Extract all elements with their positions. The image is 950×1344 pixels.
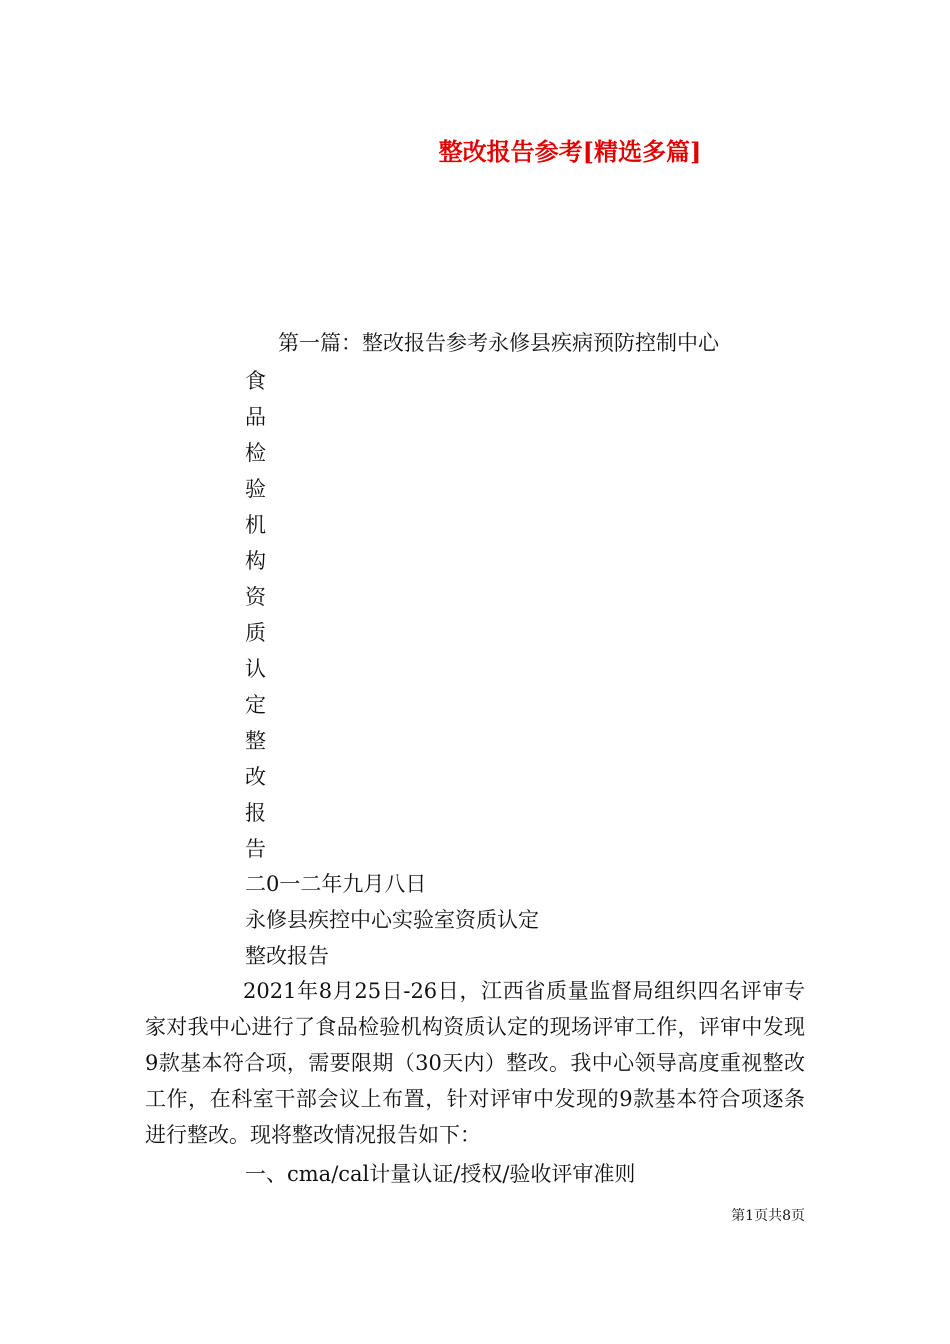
date-line: 二0一二年九月八日 xyxy=(245,872,427,896)
vertical-char: 检 xyxy=(245,441,266,465)
vertical-char: 质 xyxy=(245,621,266,645)
vertical-char: 验 xyxy=(245,477,266,501)
vertical-char: 认 xyxy=(245,657,266,681)
report-line: 整改报告 xyxy=(245,944,329,968)
vertical-char: 整 xyxy=(245,729,266,753)
section-heading: 第一篇：整改报告参考永修县疾病预防控制中心 xyxy=(278,331,719,355)
vertical-char: 告 xyxy=(245,837,266,861)
page-number: 第1页共8页 xyxy=(731,1208,805,1224)
vertical-char: 资 xyxy=(245,585,266,609)
vertical-char: 品 xyxy=(245,405,266,429)
vertical-char: 食 xyxy=(245,369,266,393)
vertical-char: 定 xyxy=(245,693,266,717)
vertical-title-block xyxy=(245,363,285,867)
sub-heading: 一、cma/cal计量认证/授权/验收评审准则 xyxy=(245,1162,636,1186)
vertical-char: 改 xyxy=(245,765,266,789)
vertical-char: 报 xyxy=(245,801,266,825)
org-line: 永修县疾控中心实验室资质认定 xyxy=(245,908,539,932)
vertical-char: 构 xyxy=(245,549,266,573)
document-title: 整改报告参考[精选多篇] xyxy=(438,137,702,166)
body-paragraph: 2021年8月25日-26日，江西省质量监督局组织四名评审专家对我中心进行了食品检验机构资质认定的现场评审工作，评审中发现9款基本符合项，需要限期（30天内）整改。我中心领导高度重视整改工作，在科室干部会议上布置，针对评审中发现的9款基本符合项逐条进行整改。现将整改情况报告如下： xyxy=(145,979,805,1147)
vertical-char: 机 xyxy=(245,513,266,537)
